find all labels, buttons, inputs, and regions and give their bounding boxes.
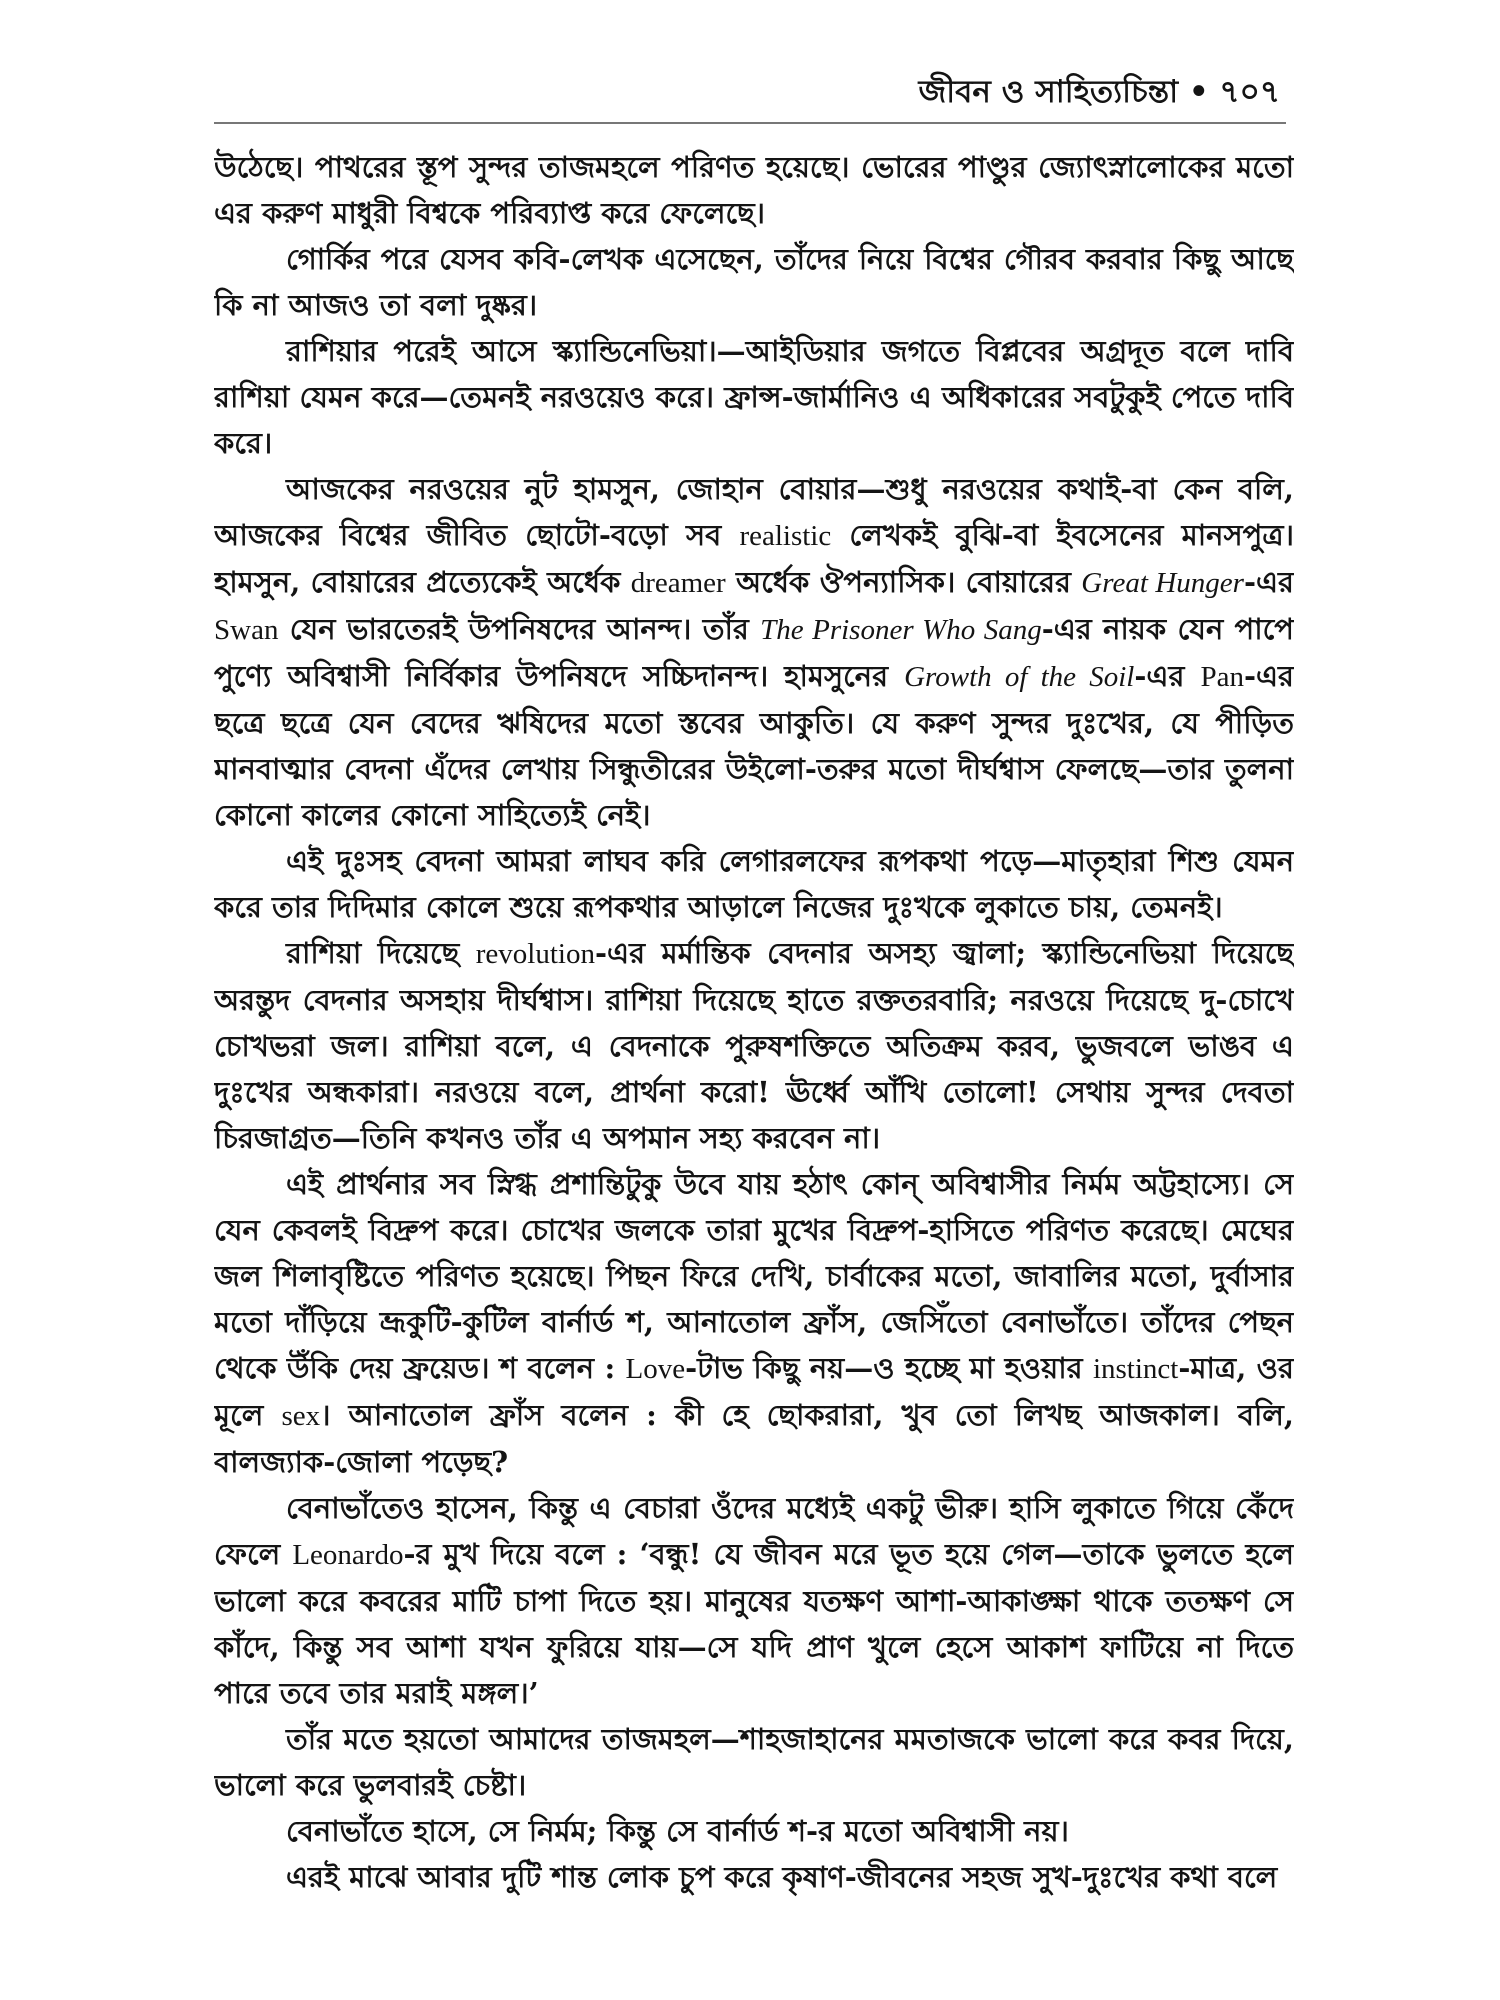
paragraph-hamsun-bojer: আজকের নরওয়ের নুট হামসুন, জোহান বোয়ার—শুধু নরওয়ের কথাই-বা কেন বলি, আজকের বিশ্বের জীবিত ছোটো-বড়ো সব realistic লেখকই বুঝি-বা ইবসেনের মানসপুত্র। হামসুন, বোয়ারের প্রত্যেকেই অর্ধেক dreamer অর্ধেক ঔপন্যাসিক। বোয়ারের Great Hunger-এর Swan যেন ভারতেরই উপনিষদের আনন্দ। তাঁর The Prisoner Who Sang-এর নায়ক যেন পাপে পুণ্যে অবিশ্বাসী নির্বিকার উপনিষদে সচ্চিদানন্দ। হামসুনের Growth of the Soil-এর Pan-এর ছত্রে ছত্রে যেন বেদের ঋষিদের মতো স্তবের আকুতি। যে করুণ সুন্দর দুঃখের, যে পীড়িত মানবাত্মার বেদনা এঁদের লেখায় সিন্ধুতীরের উইলো-তরুর মতো দীর্ঘশ্বাস ফেলছে—তার তুলনা কোনো কালের কোনো সাহিত্যেই নেই।: [214, 472, 1294, 832]
book-title: Great Hunger: [1081, 567, 1244, 599]
paragraph-lagerlof: এই দুঃসহ বেদনা আমরা লাঘব করি লেগারলফের রূপকথা পড়ে—মাতৃহারা শিশু যেমন করে তার দিদিমার কোলে শুয়ে রূপকথার আড়ালে নিজের দুঃখকে লুকাতে চায়, তেমনই।: [214, 844, 1294, 924]
paragraph-tajmahal: তাঁর মতে হয়তো আমাদের তাজমহল—শাহজাহানের মমতাজকে ভালো করে কবর দিয়ে, ভালো করে ভুলবারই চেষ্টা।: [214, 1722, 1294, 1802]
latin-text: dreamer: [630, 567, 726, 599]
paragraph-scandinavia: রাশিয়ার পরেই আসে স্ক্যান্ডিনেভিয়া।—আইডিয়ার জগতে বিপ্লবের অগ্রদূত বলে দাবি রাশিয়া যেমন করে—তেমনই নরওয়েও করে। ফ্রান্স-জার্মানিও এ অধিকারের সবটুকুই পেতে দাবি করে।: [214, 334, 1294, 460]
latin-text: revolution: [475, 938, 595, 970]
latin-text: Leonardo: [292, 1539, 404, 1571]
paragraph-skeptics: এই প্রার্থনার সব স্নিগ্ধ প্রশান্তিটুকু উবে যায় হঠাৎ কোন্ অবিশ্বাসীর নির্মম অট্টহাস্যে। সে যেন কেবলই বিদ্রুপ করে। চোখের জলকে তারা মুখের বিদ্রুপ-হাসিতে পরিণত করেছে। মেঘের জল শিলাবৃষ্টিতে পরিণত হয়েছে। পিছন ফিরে দেখি, চার্বাকের মতো, জাবালির মতো, দুর্বাসার মতো দাঁড়িয়ে ভ্রূকুটি-কুটিল বার্নার্ড শ, আনাতোল ফ্রাঁস, জেসিঁতো বেনাভাঁতে। তাঁদের পেছন থেকে উঁকি দেয় ফ্রয়েড। শ বলেন : Love-টাভ কিছু নয়—ও হচ্ছে মা হওয়ার instinct-মাত্র, ওর মূলে sex। আনাতোল ফ্রাঁস বলেন : কী হে ছোকরারা, খুব তো লিখছ আজকাল। বলি, বালজ্যাক-জোলা পড়েছ?: [214, 1167, 1294, 1479]
running-header: জীবন ও সাহিত্যচিন্তা • ৭০৭: [918, 74, 1280, 110]
page-body: [214, 144, 1294, 1944]
header-divider: [214, 122, 1286, 124]
paragraph-1-continuation: উঠেছে। পাথরের স্তূপ সুন্দর তাজমহলে পরিণত হয়েছে। ভোরের পাণ্ডুর জ্যোৎস্নালোকের মতো এর করুণ মাধুরী বিশ্বকে পরিব্যাপ্ত করে ফেলেছে।: [214, 150, 1294, 230]
paragraph-benavente: বেনাভাঁতেও হাসেন, কিন্তু এ বেচারা ওঁদের মধ্যেই একটু ভীরু। হাসি লুকাতে গিয়ে কেঁদে ফেলে Leonardo-র মুখ দিয়ে বলে : ‘বন্ধু! যে জীবন মরে ভূত হয়ে গেল—তাকে ভুলতে হলে ভালো করে কবরের মাটি চাপা দিতে হয়। মানুষের যতক্ষণ আশা-আকাঙ্ক্ষা থাকে ততক্ষণ সে কাঁদে, কিন্তু সব আশা যখন ফুরিয়ে যায়—সে যদি প্রাণ খুলে হেসে আকাশ ফাটিয়ে না দিতে পারে তবে তার মরাই মঙ্গল।’: [214, 1491, 1294, 1710]
latin-text: realistic: [739, 520, 832, 552]
book-title: The Prisoner Who Sang: [760, 614, 1042, 646]
latin-text: sex: [281, 1400, 321, 1432]
latin-text: instinct: [1092, 1353, 1179, 1385]
latin-text: Swan: [214, 614, 279, 646]
paragraph-gorky: গোর্কির পরে যেসব কবি-লেখক এসেছেন, তাঁদের নিয়ে বিশ্বের গৌরব করবার কিছু আছে কি না আজও তা বলা দুষ্কর।: [214, 242, 1294, 322]
latin-text: Pan: [1200, 661, 1244, 693]
paragraph-benavente-shaw: বেনাভাঁতে হাসে, সে নির্মম; কিন্তু সে বার্নার্ড শ-র মতো অবিশ্বাসী নয়।: [286, 1814, 1069, 1848]
book-title: Growth of the Soil: [904, 661, 1135, 693]
latin-text: Love: [625, 1353, 686, 1385]
paragraph-revolution: রাশিয়া দিয়েছে revolution-এর মর্মান্তিক বেদনার অসহ্য জ্বালা; স্ক্যান্ডিনেভিয়া দিয়েছে অরন্তুদ বেদনার অসহায় দীর্ঘশ্বাস। রাশিয়া দিয়েছে হাতে রক্ততরবারি; নরওয়ে দিয়েছে দু-চোখে চোখভরা জল। রাশিয়া বলে, এ বেদনাকে পুরুষশক্তিতে অতিক্রম করব, ভুজবলে ভাঙব এ দুঃখের অন্ধকারা। নরওয়ে বলে, প্রার্থনা করো! ঊর্ধ্বে আঁখি তোলো! সেথায় সুন্দর দেবতা চিরজাগ্রত—তিনি কখনও তাঁর এ অপমান সহ্য করবেন না।: [214, 936, 1294, 1155]
paragraph-peasant-life: এরই মাঝে আবার দুটি শান্ত লোক চুপ করে কৃষাণ-জীবনের সহজ সুখ-দুঃখের কথা বলে: [286, 1860, 1278, 1894]
